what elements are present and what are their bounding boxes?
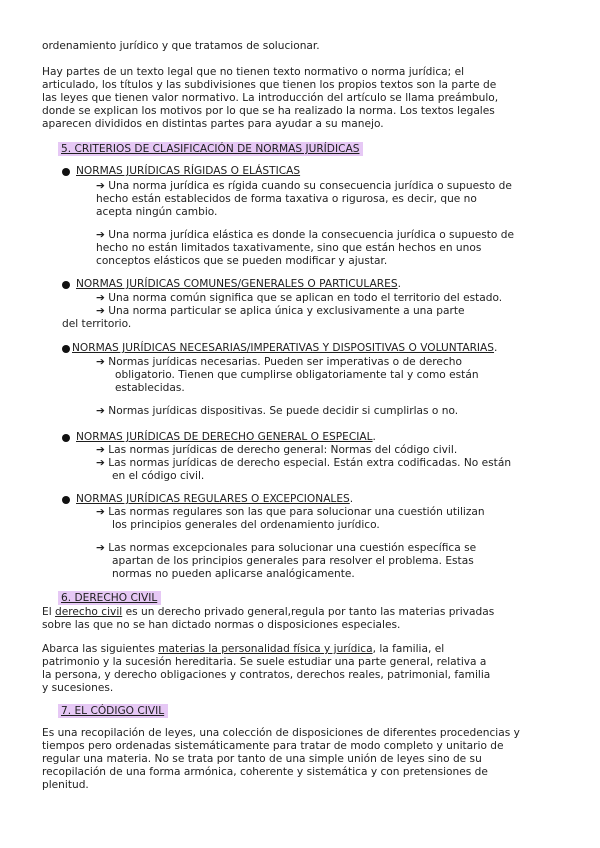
list-item-line: los principios generales del ordenamiento jurídico. [112, 519, 380, 531]
paragraph-line: plenitud. [42, 779, 89, 791]
list-item: ➔ Las normas jurídicas de derecho general: Normas del código civil. [96, 444, 458, 456]
arrow-icon: ➔ [96, 292, 105, 304]
arrow-icon: ➔ [96, 457, 105, 469]
list-item: ➔ Las normas jurídicas de derecho especial. Están extra codificadas. No están [96, 457, 512, 469]
paragraph-line: articulado, los títulos y las subdivisiones que tienen los propios textos son la parte de [42, 79, 497, 91]
intro-line: ordenamiento jurídico y que tratamos de solucionar. [42, 40, 320, 52]
list-item: ➔ Las normas excepcionales para solucionar una cuestión específica se [96, 542, 477, 554]
arrow-icon: ➔ [96, 305, 105, 317]
paragraph-line: regular una materia. No se trata por tanto de una simple unión de leyes sino de su [42, 753, 482, 765]
materias-link: materias la personalidad física y jurídica [158, 643, 373, 655]
list-item: ➔ Normas jurídicas dispositivas. Se puede decidir si cumplirlas o no. [96, 405, 459, 417]
bullet-icon [62, 434, 70, 442]
paragraph-line: y sucesiones. [42, 682, 114, 694]
arrow-icon: ➔ [96, 506, 105, 518]
section-title: 6. DERECHO CIVIL [58, 591, 161, 605]
group-heading: NORMAS JURÍDICAS COMUNES/GENERALES O PARTICULARES. [76, 278, 401, 290]
paragraph-line: aparecen divididos en distintas partes para ayudar a su manejo. [42, 118, 384, 130]
arrow-icon: ➔ [96, 444, 105, 456]
arrow-icon: ➔ [96, 405, 105, 417]
paragraph-line: recopilación de una forma armónica, coherente y sistemática y con pretensiones de [42, 766, 488, 778]
arrow-icon: ➔ [96, 180, 105, 192]
paragraph-line: sobre las que no se han dictado normas o disposiciones especiales. [42, 619, 401, 631]
paragraph-line: Abarca las siguientes materias la personalidad física y jurídica, la familia, el [42, 643, 445, 655]
list-item-line: conceptos elásticos que se pueden modificar y ajustar. [96, 255, 388, 267]
paragraph-line: donde se explican los motivos por lo que se ha realizado la norma. Los textos legales [42, 105, 495, 117]
list-item: ➔ Normas jurídicas necesarias. Pueden ser imperativas o de derecho [96, 356, 462, 368]
bullet-icon [62, 168, 70, 176]
list-item-line: del territorio. [62, 318, 132, 330]
section-heading-5 [58, 143, 363, 156]
list-item: ➔ Una norma jurídica es rígida cuando su consecuencia jurídica o supuesto de [96, 180, 512, 192]
arrow-icon: ➔ [96, 229, 105, 241]
list-item-line: en el código civil. [112, 470, 205, 482]
paragraph-line: la persona, y derecho obligaciones y contratos, derechos reales, patrimonial, familia [42, 669, 491, 681]
paragraph-line: Hay partes de un texto legal que no tienen texto normativo o norma jurídica; el [42, 66, 465, 78]
paragraph-line: Es una recopilación de leyes, una colección de disposiciones de diferentes procedencias y [42, 727, 520, 739]
list-item: ➔ Las normas regulares son las que para solucionar una cuestión utilizan [96, 506, 485, 518]
arrow-icon: ➔ [96, 542, 105, 554]
list-item-line: hecho están establecidos de forma taxativa o rigurosa, es decir, que no [96, 193, 477, 205]
list-item-line: normas no pueden aplicarse analógicamente. [112, 568, 355, 580]
list-item-line: establecidas. [115, 382, 185, 394]
group-heading: NORMAS JURÍDICAS DE DERECHO GENERAL O ESPECIAL. [76, 431, 376, 443]
list-item-line: acepta ningún cambio. [96, 206, 218, 218]
bullet-icon [62, 281, 70, 289]
bullet-icon [62, 345, 70, 353]
group-heading: NORMAS JURÍDICAS REGULARES O EXCEPCIONALES. [76, 493, 354, 505]
section-title: 7. EL CÓDIGO CIVIL [58, 704, 168, 718]
group-heading: NORMAS JURÍDICAS NECESARIAS/IMPERATIVAS Y DISPOSITIVAS O VOLUNTARIAS. [72, 342, 498, 354]
paragraph-line: tiempos pero ordenadas sistemáticamente para tratar de modo completo y unitario de [42, 740, 504, 752]
paragraph-line: El derecho civil es un derecho privado general,regula por tanto las materias privadas [42, 606, 495, 618]
section-heading-6 [58, 592, 161, 605]
group-heading: NORMAS JURÍDICAS RÍGIDAS O ELÁSTICAS [76, 165, 301, 177]
list-item: ➔ Una norma común significa que se aplican en todo el territorio del estado. [96, 292, 503, 304]
paragraph-line: las leyes que tienen valor normativo. La introducción del artículo se llama preámbulo, [42, 92, 499, 104]
section-title: 5. CRITERIOS DE CLASIFICACIÓN DE NORMAS JURÍDICAS [58, 142, 363, 156]
derecho-civil-link: derecho civil [55, 606, 123, 618]
list-item: ➔ Una norma particular se aplica única y exclusivamente a una parte [96, 305, 465, 317]
list-item-line: hecho no están limitados taxativamente, sino que están hechos en unos [96, 242, 482, 254]
list-item-line: apartan de los principios generales para resolver el problema. Estas [112, 555, 474, 567]
arrow-icon: ➔ [96, 356, 105, 368]
section-heading-7 [58, 705, 168, 718]
list-item: ➔ Una norma jurídica elástica es donde la consecuencia jurídica o supuesto de [96, 229, 514, 241]
paragraph-line: patrimonio y la sucesión hereditaria. Se suele estudiar una parte general, relativa a [42, 656, 487, 668]
bullet-icon [62, 496, 70, 504]
list-item-line: obligatorio. Tienen que cumplirse obligatoriamente tal y como están [115, 369, 479, 381]
